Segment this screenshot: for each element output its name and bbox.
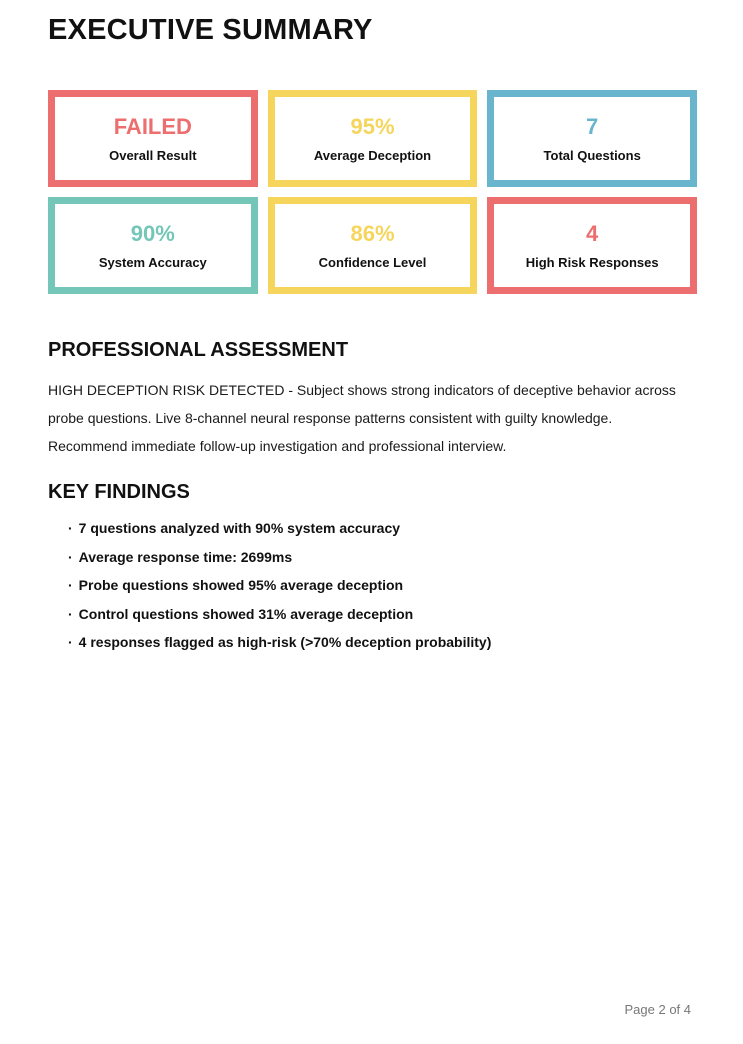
summary-stat-cards <box>48 90 697 294</box>
stat-card-system-accuracy <box>48 197 258 294</box>
stat-label: Confidence Level <box>318 254 427 270</box>
stat-card-high-risk-responses <box>487 197 697 294</box>
finding-item <box>68 521 697 535</box>
stat-value: 90% <box>130 220 175 246</box>
stat-card-average-deception <box>268 90 478 187</box>
stat-value: 95% <box>350 113 395 139</box>
bullet-dot: · <box>68 577 73 593</box>
stat-label: Average Deception <box>313 147 432 163</box>
stat-value: 86% <box>350 220 395 246</box>
assessment-body-text: HIGH DECEPTION RISK DETECTED - Subject shows strong indicators of deceptive behavior across probe questions. Live 8-channel neural response patterns consistent with guilty knowledge. Recommend immediate follow-up investigation and professional interview. <box>48 382 676 454</box>
finding-text: Control questions showed 31% average deception <box>78 605 414 622</box>
finding-item <box>68 607 697 621</box>
finding-item <box>68 635 697 649</box>
stat-label: High Risk Responses <box>525 254 659 270</box>
stat-label: Overall Result <box>109 147 197 163</box>
bullet-dot: · <box>68 548 73 565</box>
finding-item <box>68 550 697 564</box>
stat-label: Total Questions <box>543 147 641 163</box>
stat-label: System Accuracy <box>98 254 207 270</box>
stat-card-overall-result <box>48 90 258 187</box>
finding-text: 7 questions analyzed with 90% system accuracy <box>78 520 401 536</box>
findings-list <box>48 521 697 649</box>
stat-card-confidence-level <box>268 197 478 294</box>
page-number: Page 2 of 4 <box>624 1002 691 1017</box>
page-title: EXECUTIVE SUMMARY <box>48 14 373 46</box>
assessment-heading: PROFESSIONAL ASSESSMENT <box>48 339 349 361</box>
finding-text: Average response time: 2699ms <box>78 548 293 565</box>
stat-value: 7 <box>586 113 599 139</box>
bullet-dot: · <box>68 520 73 536</box>
finding-text: 4 responses flagged as high-risk (>70% deception probability) <box>78 634 492 650</box>
bullet-dot: · <box>68 605 73 622</box>
stat-value: FAILED <box>113 113 192 139</box>
finding-text: Probe questions showed 95% average deception <box>78 577 404 593</box>
finding-item <box>68 578 697 592</box>
stat-value: 4 <box>586 220 599 246</box>
stat-card-total-questions <box>487 90 697 187</box>
findings-heading: KEY FINDINGS <box>48 481 190 503</box>
bullet-dot: · <box>68 634 73 650</box>
